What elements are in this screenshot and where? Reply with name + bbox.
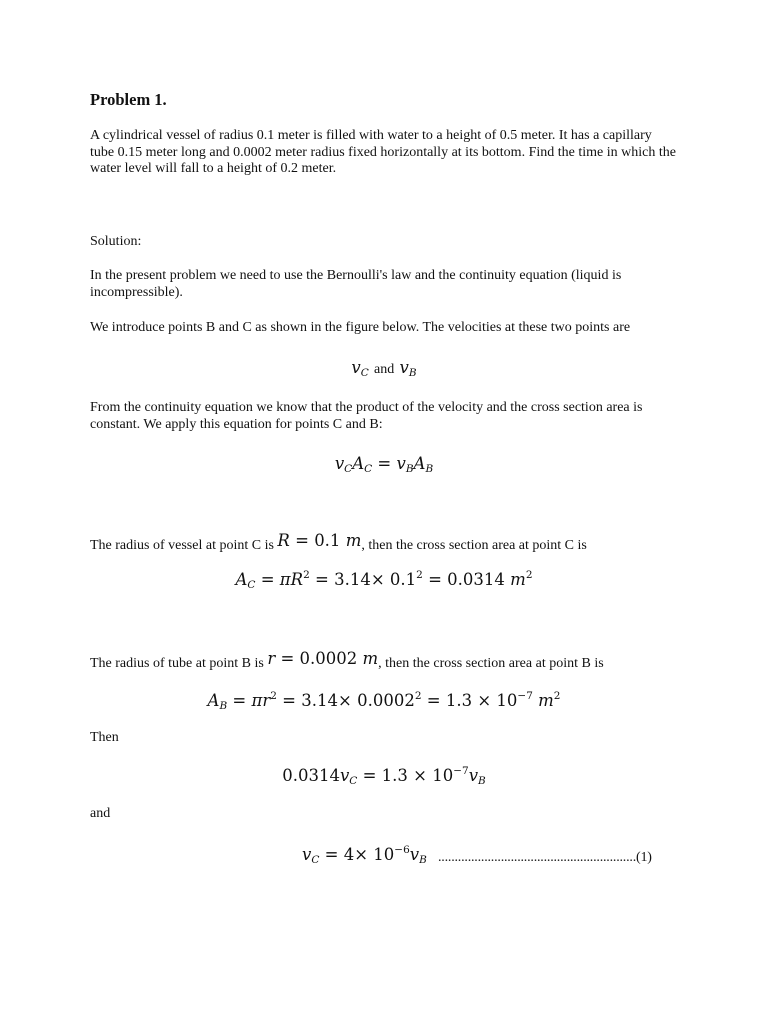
then-rhs-coef: 1.3 — [381, 766, 408, 785]
problem-statement: A cylindrical vessel of radius 0.1 meter is filled with water to a height of 0.5 meter. It has a capillary tube 0.15 meter long and 0.0002 meter radius fixed horizontally at its bottom. Find the time in which the water level will fall to a height of 0.2 meter. — [90, 128, 676, 176]
radius-c-text-before: The radius of vessel at point C is — [90, 538, 274, 553]
problem-title: Problem 1. — [90, 90, 167, 109]
area-c-unit: m — [510, 570, 526, 589]
then-label: Then — [90, 730, 119, 745]
radius-b-math: r = 0.0002 m — [267, 649, 379, 668]
final-exponent: −6 — [394, 844, 410, 856]
radius-b-text-after: , then the cross section area at point B is — [378, 656, 604, 671]
equation-then: $0.0314v_C = 1.3 \times 10^{-7}v_B$ — [282, 765, 486, 787]
equation-velocities: $v_C$ and $v_B$ — [351, 358, 417, 379]
radius-b-value: 0.0002 — [299, 649, 358, 668]
radius-c-value: 0.1 — [314, 531, 341, 550]
area-b-factor: 3.14 — [301, 691, 338, 710]
radius-c-text-after: , then the cross section area at point C is — [361, 538, 587, 553]
area-c-base: 0.1 — [389, 570, 417, 589]
equation-and-word: and — [374, 362, 395, 377]
equation-final-leader — [438, 850, 678, 866]
final-coef: 4 — [343, 845, 355, 864]
solution-heading: Solution: — [90, 234, 142, 249]
equation-area-c: $A_C = \pi R^2 = 3.14\times 0.1^2 = 0.0314$ $m^2$ — [235, 569, 533, 591]
and-label: and — [90, 806, 111, 821]
area-b-exponent: −7 — [517, 690, 533, 702]
area-b-result: 1.3 — [445, 691, 473, 710]
radius-c-unit: m — [345, 531, 362, 550]
radius-b-text-before: The radius of tube at point B is — [90, 656, 264, 671]
then-lhs-coef: 0.0314 — [282, 766, 340, 785]
area-c-result: 0.0314 — [447, 570, 505, 589]
equation-number-label: (1) — [636, 850, 652, 865]
area-b-base: 0.0002 — [357, 691, 415, 710]
solution-paragraph-1: In the present problem we need to use the Bernoulli's law and the continuity equation (liquid is incompressible). — [90, 268, 622, 300]
radius-c-math: R = 0.1 m — [277, 531, 362, 550]
equation-final: $v_C = 4\times 10^{-6}v_B$ — [302, 844, 427, 866]
area-c-factor: 3.14 — [334, 570, 371, 589]
then-exponent: −7 — [453, 765, 469, 777]
area-b-unit: m — [538, 691, 554, 710]
equation-continuity: $v_CA_C = v_BA_B$ — [334, 454, 434, 475]
radius-b-sentence — [90, 649, 678, 673]
radius-b-unit: m — [362, 649, 379, 668]
final-dots: ............................................................ — [438, 850, 637, 865]
equation-area-b: $A_B = \pi r^2 = 3.14\times 0.0002^2 = 1.3 \times 10^{-7}$ $m^2$ — [207, 690, 561, 712]
radius-c-sentence — [90, 531, 678, 555]
solution-paragraph-3: From the continuity equation we know that the product of the velocity and the cross section area is constant. We apply this equation for points C and B: — [90, 400, 643, 432]
solution-paragraph-2: We introduce points B and C as shown in the figure below. The velocities at these two points are — [90, 320, 631, 335]
